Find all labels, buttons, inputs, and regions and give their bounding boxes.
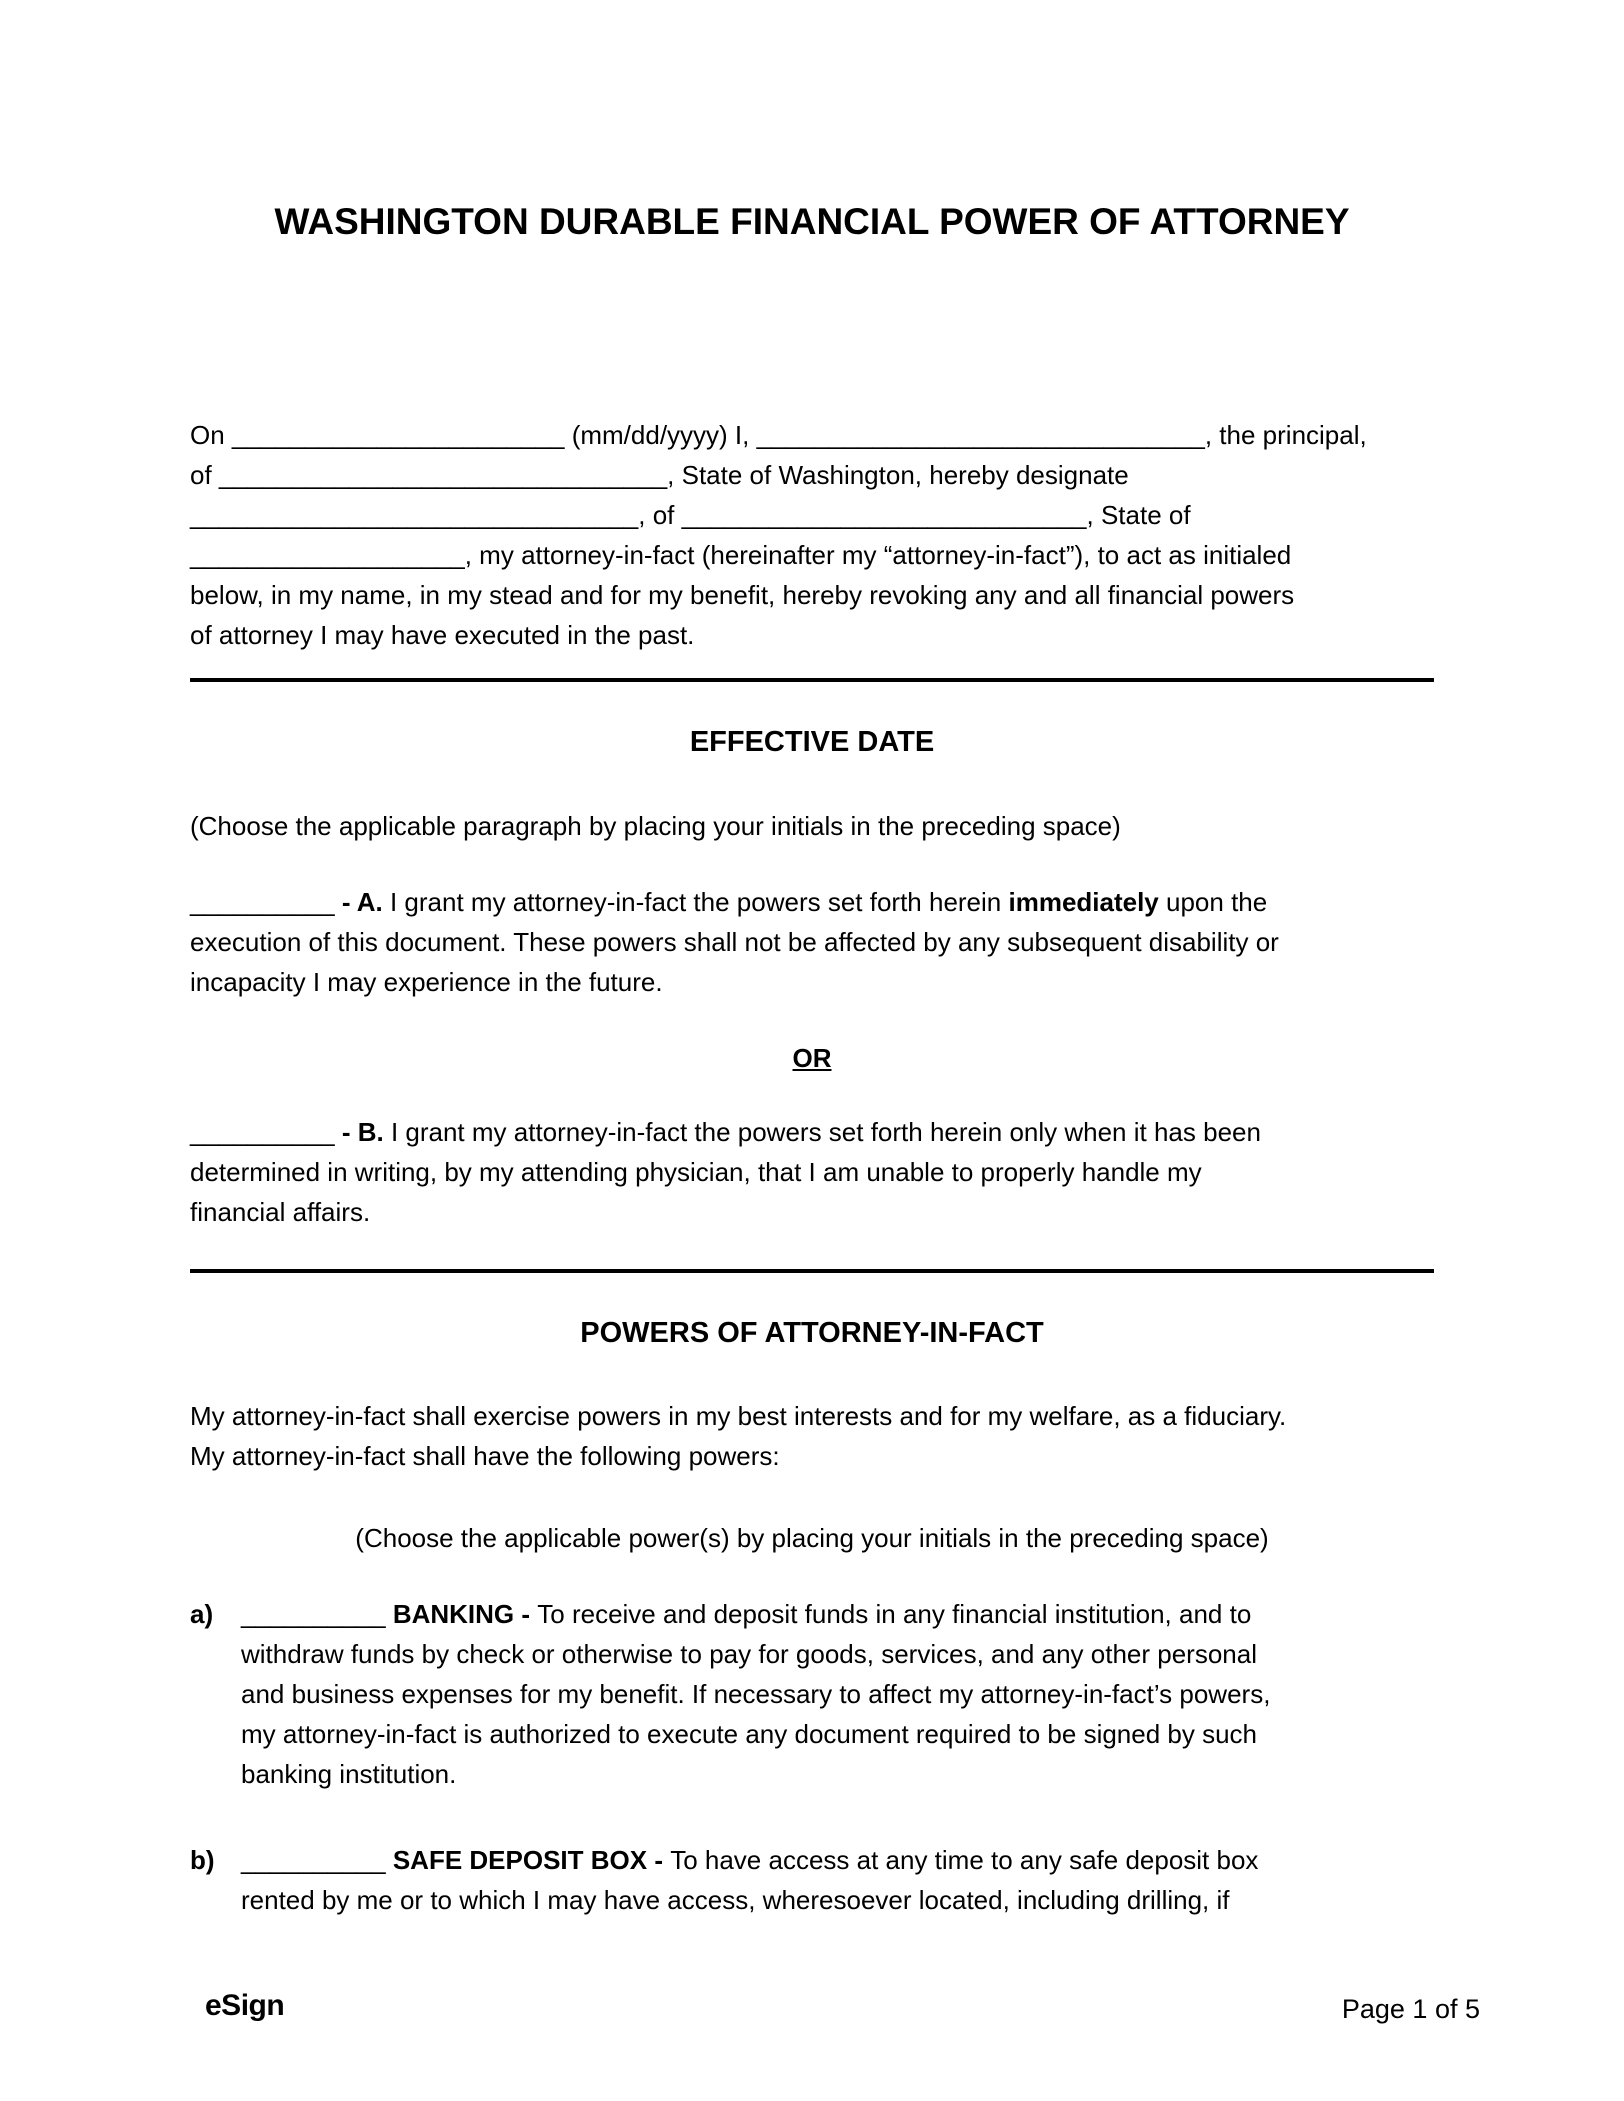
section-divider bbox=[190, 1269, 1434, 1273]
intro-line: of _______________________________, State of Washington, hereby designate bbox=[190, 460, 1129, 490]
intro-line: _______________________________, of ____________________________, State of bbox=[190, 500, 1191, 530]
powers-line: My attorney-in-fact shall have the following powers: bbox=[190, 1441, 780, 1471]
power-item-line: and business expenses for my benefit. If necessary to affect my attorney-in-fact’s powers, bbox=[241, 1679, 1271, 1709]
intro-line: of attorney I may have executed in the past. bbox=[190, 620, 695, 650]
item-content bbox=[241, 1840, 1434, 1920]
option-a-text: I grant my attorney-in-fact the powers set forth herein bbox=[382, 887, 1009, 917]
intro-paragraph bbox=[190, 415, 1434, 655]
power-item-line: my attorney-in-fact is authorized to execute any document required to be signed by such bbox=[241, 1719, 1258, 1749]
effective-date-heading: EFFECTIVE DATE bbox=[689, 726, 935, 758]
option-a-text: upon the bbox=[1158, 887, 1268, 917]
initials-blank: __________ bbox=[241, 1599, 393, 1629]
power-desc: To receive and deposit funds in any financial institution, and to bbox=[537, 1599, 1252, 1629]
powers-heading: POWERS OF ATTORNEY-IN-FACT bbox=[580, 1317, 1044, 1349]
power-item-line: withdraw funds by check or otherwise to pay for goods, services, and any other personal bbox=[241, 1639, 1257, 1669]
initials-blank: __________ bbox=[190, 1117, 342, 1147]
initials-blank: __________ bbox=[190, 887, 342, 917]
intro-line: On _______________________ (mm/dd/yyyy) I, _______________________________, the principal, bbox=[190, 420, 1367, 450]
option-b-line bbox=[190, 1112, 1434, 1152]
power-item-safe-deposit-box bbox=[190, 1840, 1434, 1920]
option-a-line: execution of this document. These powers shall not be affected by any subsequent disability or bbox=[190, 927, 1279, 957]
powers-line: My attorney-in-fact shall exercise powers in my best interests and for my welfare, as a fiduciary. bbox=[190, 1401, 1287, 1431]
power-name: SAFE DEPOSIT BOX - bbox=[392, 1845, 671, 1875]
document-title: WASHINGTON DURABLE FINANCIAL POWER OF ATTORNEY bbox=[274, 201, 1350, 242]
option-a-label: - A. bbox=[341, 887, 383, 917]
option-b-label: - B. bbox=[341, 1117, 384, 1147]
option-b-text: I grant my attorney-in-fact the powers set forth herein only when it has been bbox=[383, 1117, 1261, 1147]
intro-line: below, in my name, in my stead and for my benefit, hereby revoking any and all financial powers bbox=[190, 580, 1295, 610]
powers-paragraph bbox=[190, 1396, 1434, 1476]
intro-line: ___________________, my attorney-in-fact (hereinafter my “attorney-in-fact”), to act as initialed bbox=[190, 540, 1292, 570]
option-a-paragraph bbox=[190, 882, 1434, 1002]
power-name: BANKING - bbox=[392, 1599, 538, 1629]
item-label: b) bbox=[190, 1845, 215, 1875]
option-a-line: incapacity I may experience in the future. bbox=[190, 967, 663, 997]
option-b-line: determined in writing, by my attending physician, that I am unable to properly handle my bbox=[190, 1157, 1202, 1187]
power-item-banking bbox=[190, 1594, 1434, 1794]
item-content bbox=[241, 1594, 1434, 1794]
or-label: OR bbox=[792, 1043, 832, 1073]
power-item-line bbox=[241, 1594, 1434, 1634]
item-label: a) bbox=[190, 1599, 214, 1629]
option-b-line: financial affairs. bbox=[190, 1197, 371, 1227]
effective-date-instruction: (Choose the applicable paragraph by placing your initials in the preceding space) bbox=[190, 811, 1121, 841]
power-item-line bbox=[241, 1840, 1434, 1880]
power-desc: To have access at any time to any safe deposit box bbox=[670, 1845, 1259, 1875]
option-a-emphasis: immediately bbox=[1008, 887, 1159, 917]
powers-instruction: (Choose the applicable power(s) by placing your initials in the preceding space) bbox=[355, 1523, 1269, 1553]
or-separator bbox=[190, 1038, 1434, 1078]
power-item-line: rented by me or to which I may have access, wheresoever located, including drilling, if bbox=[241, 1885, 1230, 1915]
section-divider bbox=[190, 678, 1434, 682]
power-item-line: banking institution. bbox=[241, 1759, 457, 1789]
page-indicator: Page 1 of 5 bbox=[1341, 1994, 1480, 2024]
esign-logo: eSign bbox=[205, 1989, 285, 2022]
option-a-line bbox=[190, 882, 1434, 922]
option-b-paragraph bbox=[190, 1112, 1434, 1232]
initials-blank: __________ bbox=[241, 1845, 393, 1875]
